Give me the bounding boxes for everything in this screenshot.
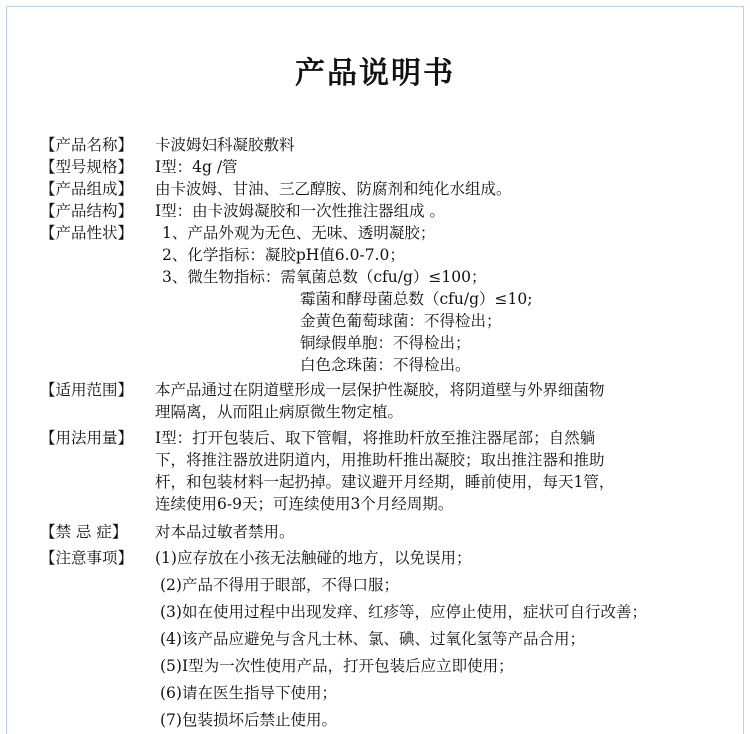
field-label: 【适用范围】 bbox=[40, 381, 134, 399]
field-label: 【产品性状】 bbox=[40, 224, 134, 242]
field-value: I型：由卡波姆凝胶和一次性推注器组成 。 bbox=[155, 202, 446, 220]
field-value: 对本品过敏者禁用。 bbox=[155, 523, 295, 541]
property-line-2: 2、化学指标：凝胶pH值6.0-7.0； bbox=[162, 246, 405, 264]
note-item: (6)请在医生指导下使用； bbox=[160, 684, 337, 702]
property-line-6: 铜绿假单胞：不得检出； bbox=[300, 334, 471, 352]
property-line-4: 霉菌和酵母菌总数（cfu/g）≤10; bbox=[300, 290, 533, 308]
property-line-1: 1、产品外观为无色、无味、透明凝胶； bbox=[162, 224, 436, 242]
note-item: (5)I型为一次性使用产品，打开包装后应立即使用； bbox=[160, 657, 514, 675]
field-label: 【禁 忌 症】 bbox=[40, 523, 128, 541]
property-line-3: 3、微生物指标：需氧菌总数（cfu/g）≤100； bbox=[162, 268, 487, 286]
property-line-7: 白色念珠菌：不得检出。 bbox=[300, 356, 471, 374]
property-line-5: 金黄色葡萄球菌：不得检出； bbox=[300, 312, 502, 330]
note-item: (1)应存放在小孩无法触碰的地方，以免误用； bbox=[155, 549, 472, 567]
document-title: 产品说明书 bbox=[295, 56, 455, 91]
usage-line-1: I型：打开包装后、取下管帽，将推助杆放至推注器尾部；自然躺 bbox=[155, 429, 596, 447]
usage-line-4: 连续使用6-9天；可连续使用3个月经周期。 bbox=[155, 495, 454, 513]
usage-line-2: 下，将推注器放进阴道内，用推助杆推出凝胶；取出推注器和推助 bbox=[155, 451, 605, 469]
field-value: 由卡波姆、甘油、三乙醇胺、防腐剂和纯化水组成。 bbox=[155, 180, 512, 198]
field-label: 【用法用量】 bbox=[40, 429, 134, 447]
usage-line-3: 杆，和包装材料一起扔掉。建议避开月经期，睡前使用，每天1管， bbox=[155, 473, 615, 491]
scope-line-2: 理隔离，从而阻止病原微生物定植。 bbox=[155, 403, 404, 421]
field-label: 【注意事项】 bbox=[40, 549, 134, 567]
field-label: 【型号规格】 bbox=[40, 158, 134, 176]
field-label: 【产品结构】 bbox=[40, 202, 134, 220]
field-label: 【产品名称】 bbox=[40, 136, 134, 154]
note-item: (2)产品不得用于眼部，不得口服； bbox=[160, 576, 399, 594]
note-item: (3)如在使用过程中出现发痒、红疹等，应停止使用，症状可自行改善； bbox=[160, 603, 647, 621]
field-value: I型：4g /管 bbox=[155, 158, 238, 176]
note-item: (4)该产品应避免与含凡士林、氯、碘、过氧化氢等产品合用； bbox=[160, 630, 585, 648]
field-label: 【产品组成】 bbox=[40, 180, 134, 198]
field-value: 卡波姆妇科凝胶敷料 bbox=[155, 136, 295, 154]
note-item: (7)包装损坏后禁止使用。 bbox=[160, 711, 337, 729]
scope-line-1: 本产品通过在阴道壁形成一层保护性凝胶，将阴道壁与外界细菌物 bbox=[155, 381, 605, 399]
